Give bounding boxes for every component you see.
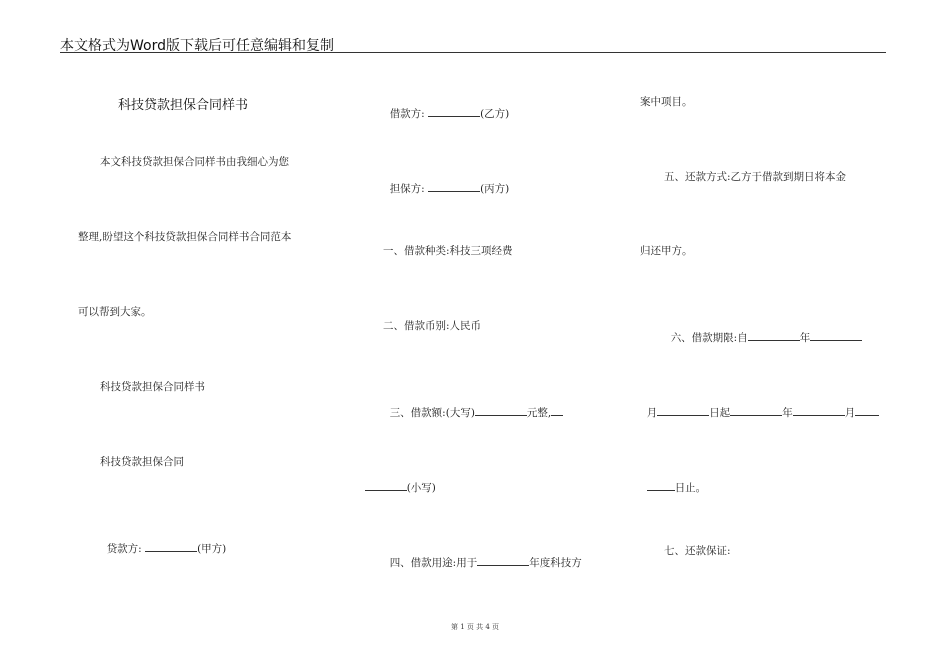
clause-3-small: (小写) (406, 482, 436, 494)
subtitle-line-2: 科技贷款担保合同 (100, 456, 184, 468)
page-number: 第 1 页 共 4 页 (450, 623, 500, 631)
start-year-blank (748, 330, 800, 341)
clause-3-cont (358, 468, 436, 495)
intro-line-2: 整理,盼望这个科技贷款担保合同样书合同范本 (78, 231, 292, 243)
clause-5: 五、还款方式:乙方于借款到期日将本金 (664, 171, 847, 183)
end-year-blank (730, 405, 782, 416)
guarantor-line (383, 169, 509, 196)
clause-6-month: 月 (646, 407, 658, 419)
guarantor-party: (丙方) (480, 183, 510, 195)
header-text: 本文格式为Word版下载后可任意编辑和复制 (60, 38, 334, 54)
clause-3-prefix: 三、借款额:(大写) (389, 407, 475, 419)
amount-words-blank (475, 405, 527, 416)
clause-6-day: 日起 (709, 407, 731, 419)
start-month-blank (810, 330, 862, 341)
clause-4-suffix: 年度科技方 (529, 557, 582, 569)
end-month-blank (793, 405, 845, 416)
clause-6-end-text: 日止。 (674, 482, 707, 494)
clause-3-mid: 元整, (526, 407, 552, 419)
clause-6-cont (640, 393, 879, 420)
clause-6-prefix: 六、借款期限:自 (670, 332, 748, 344)
lender-blank (145, 541, 197, 552)
year-blank (477, 555, 529, 566)
clause-6-month2: 月 (844, 407, 856, 419)
end-day-blank-cont (647, 480, 675, 491)
header-divider (60, 52, 886, 53)
borrower-blank (428, 106, 480, 117)
clause-4-prefix: 四、借款用途:用于 (389, 557, 478, 569)
clause-6-year: 年 (799, 332, 811, 344)
borrower-label: 借款方: (389, 108, 425, 120)
start-day-blank (657, 405, 709, 416)
subtitle-line-1: 科技贷款担保合同样书 (100, 381, 205, 393)
lender-party: (甲方) (197, 543, 227, 555)
lender-label: 贷款方: (106, 543, 142, 555)
intro-line-1: 本文科技贷款担保合同样书由我细心为您 (100, 156, 289, 168)
clause-1: 一、借款种类:科技三项经费 (383, 245, 513, 257)
clause-6 (664, 318, 862, 345)
clause-4 (383, 543, 582, 570)
intro-line-3: 可以帮到大家。 (78, 306, 152, 318)
end-day-blank (855, 405, 879, 416)
guarantor-label: 担保方: (389, 183, 425, 195)
document-title: 科技贷款担保合同样书 (118, 98, 249, 113)
borrower-line (383, 94, 509, 121)
guarantor-blank (428, 181, 480, 192)
amount-figures-blank (365, 480, 407, 491)
amount-tail-blank (551, 405, 563, 416)
clause-7: 七、还款保证: (664, 545, 731, 557)
lender-line (100, 529, 226, 556)
clause-6-year2: 年 (782, 407, 793, 419)
clause-6-end (640, 468, 706, 495)
clause-4-cont: 案中项目。 (640, 96, 693, 108)
clause-3 (383, 393, 563, 420)
borrower-party: (乙方) (480, 108, 510, 120)
clause-5-cont: 归还甲方。 (640, 245, 693, 257)
clause-2: 二、借款币别:人民币 (383, 320, 482, 332)
